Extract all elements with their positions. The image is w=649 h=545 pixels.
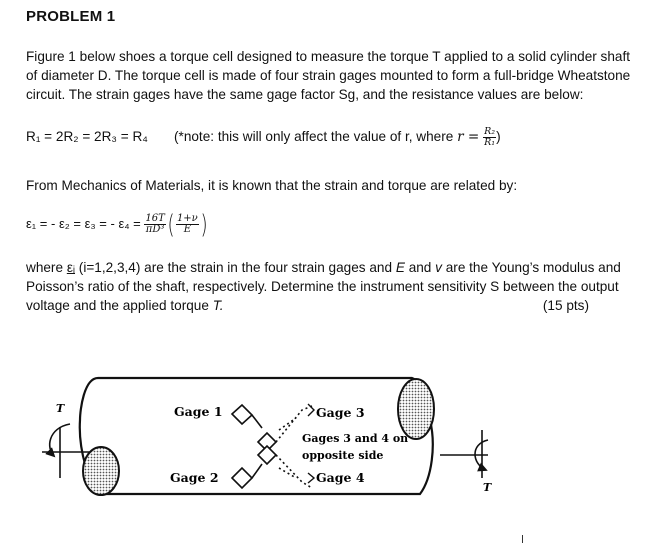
gage-4 bbox=[258, 446, 276, 464]
material-numerator: 1+ν bbox=[176, 213, 198, 225]
question-where: where bbox=[26, 260, 64, 275]
gage-axes bbox=[252, 415, 262, 478]
right-end-face bbox=[398, 379, 434, 439]
question-and: and bbox=[408, 260, 432, 275]
torque-numerator: 16T bbox=[145, 213, 165, 225]
material-fraction bbox=[176, 214, 199, 235]
ratio-denominator: R₁ bbox=[484, 137, 496, 148]
torque-denominator: πD³ bbox=[145, 224, 165, 236]
mechanics-text: From Mechanics of Materials, it is known that the strain and torque are related by: bbox=[26, 178, 518, 193]
gage3-label: Gage 3 bbox=[316, 405, 365, 420]
right-torque-arrow bbox=[440, 430, 488, 478]
question-mid1: are the strain in the four strain gages and bbox=[144, 260, 393, 275]
opposite-note-line1: Gages 3 and 4 on bbox=[302, 432, 409, 445]
ratio-numerator: R₂ bbox=[484, 126, 496, 137]
gage4-label: Gage 4 bbox=[316, 470, 365, 485]
strain-formula bbox=[26, 207, 209, 241]
gage-2 bbox=[232, 468, 252, 488]
strain-index: (i=1,2,3,4) bbox=[78, 260, 141, 275]
torque-cell-figure bbox=[0, 360, 649, 545]
resistance-line bbox=[26, 123, 631, 149]
ratio-fraction bbox=[483, 127, 496, 148]
note-text: (*note: this will only affect the value of r, where bbox=[174, 129, 454, 145]
ratio-note bbox=[174, 127, 501, 148]
note-var: r = bbox=[457, 129, 480, 146]
young-symbol: E bbox=[395, 260, 405, 275]
gage-1 bbox=[232, 405, 252, 424]
torque-fraction bbox=[144, 214, 165, 235]
question-mid2: are the Young’s modulus and Poisson’s ratio of the shaft, respectively. Determine the instrument sensitivity S between the output voltage and the applied torque bbox=[26, 260, 621, 314]
gage1-label: Gage 1 bbox=[174, 404, 223, 419]
points-value: (15 pts) bbox=[542, 298, 589, 314]
text-cursor bbox=[522, 535, 523, 543]
right-paren: ) bbox=[200, 209, 208, 240]
torque-label-left: T bbox=[56, 402, 65, 415]
poisson-symbol: v bbox=[435, 260, 442, 275]
left-end-face bbox=[83, 447, 119, 495]
strain-symbol: εᵢ bbox=[66, 260, 76, 275]
gage2-label: Gage 2 bbox=[170, 470, 219, 485]
left-paren: ( bbox=[167, 209, 175, 240]
opposite-note-line2: opposite side bbox=[302, 449, 384, 462]
material-denominator: E bbox=[183, 224, 191, 236]
problem-intro: Figure 1 below shoes a torque cell designed to measure the torque T applied to a solid cylinder shaft of diameter D. The torque cell is made of four strain gages mounted to form a full-bridge Wheatstone circuit. The strain gages have the same gage factor Sg, and the resistance values are below: bbox=[26, 49, 631, 103]
torque-label-right: T bbox=[483, 481, 492, 494]
question-paragraph bbox=[26, 258, 631, 316]
hidden-gage-lines bbox=[276, 406, 312, 488]
problem-title: PROBLEM 1 bbox=[26, 8, 116, 25]
note-close: ) bbox=[496, 129, 501, 145]
strain-relation: ε₁ = - ε₂ = ε₃ = - ε₄ = bbox=[26, 216, 141, 231]
torque-symbol: T. bbox=[212, 298, 224, 314]
resistance-relation: R₁ = 2R₂ = 2R₃ = R₄ bbox=[26, 129, 148, 144]
